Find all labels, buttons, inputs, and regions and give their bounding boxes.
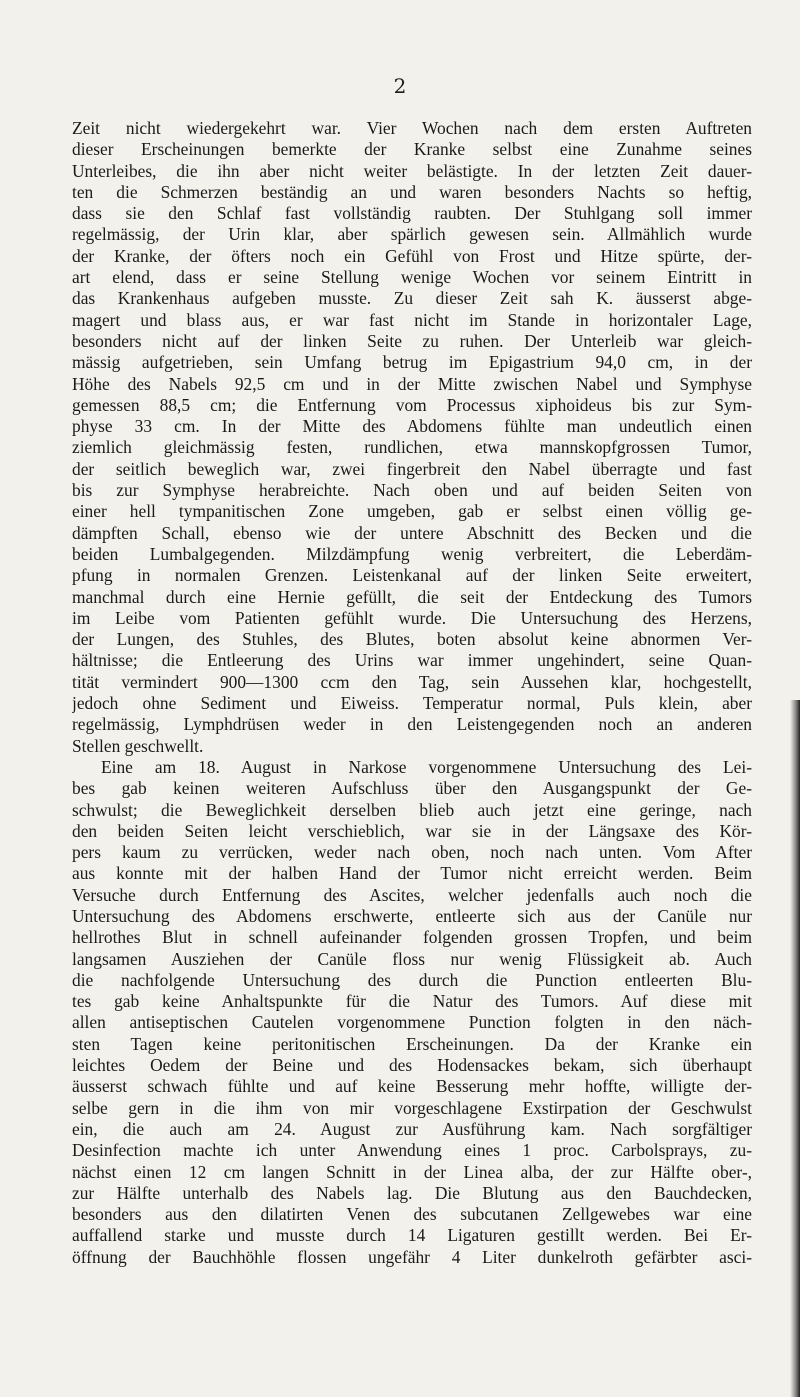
text-line: mässig aufgetrieben, sein Umfang betrug im Epigastrium 94,0 cm, in der bbox=[72, 352, 752, 373]
text-line: art elend, dass er seine Stellung wenige Wochen vor seinem Eintritt in bbox=[72, 267, 752, 288]
text-line: bes gab keinen weiteren Aufschluss über den Ausgangspunkt der Ge- bbox=[72, 778, 752, 799]
text-line: tität vermindert 900—1300 ccm den Tag, sein Aussehen klar, hochgestellt, bbox=[72, 671, 752, 692]
text-line: Versuche durch Entfernung des Ascites, welcher jedenfalls auch noch die bbox=[72, 884, 752, 905]
page-number: 2 bbox=[393, 74, 407, 98]
text-line: jedoch ohne Sediment und Eiweiss. Temperatur normal, Puls klein, aber bbox=[72, 693, 752, 714]
text-line: Untersuchung des Abdomens erschwerte, entleerte sich aus der Canüle nur bbox=[72, 905, 752, 926]
text-line: beiden Lumbalgegenden. Milzdämpfung wenig verbreitert, die Leberdäm- bbox=[72, 543, 752, 564]
text-line: ten die Schmerzen beständig an und waren besonders Nachts so heftig, bbox=[72, 181, 752, 202]
text-line: regelmässig, Lymphdrüsen weder in den Leistengegenden noch an anderen bbox=[72, 714, 752, 735]
text-line: dass sie den Schlaf fast vollständig raubten. Der Stuhlgang soll immer bbox=[72, 203, 752, 224]
text-line: im Leibe vom Patienten gefühlt wurde. Die Untersuchung des Herzens, bbox=[72, 607, 752, 628]
text-line: pfung in normalen Grenzen. Leistenkanal auf der linken Seite erweitert, bbox=[72, 565, 752, 586]
text-line: hältnisse; die Entleerung des Urins war immer ungehindert, seine Quan- bbox=[72, 650, 752, 671]
text-line: pers kaum zu verrücken, weder nach oben, noch nach unten. Vom After bbox=[72, 842, 752, 863]
text-line: dieser Erscheinungen bemerkte der Kranke selbst eine Zunahme seines bbox=[72, 139, 752, 160]
text-line: Zeit nicht wiedergekehrt war. Vier Wochen nach dem ersten Auftreten bbox=[72, 118, 752, 138]
text-line: äusserst schwach fühlte und auf keine Besserung mehr hoffte, willigte der- bbox=[72, 1076, 752, 1097]
text-line: selbe gern in die ihm von mir vorgeschlagene Exstirpation der Geschwulst bbox=[72, 1097, 752, 1118]
text-line: langsamen Ausziehen der Canüle floss nur wenig Flüssigkeit ab. Auch bbox=[72, 948, 752, 969]
text-line: physe 33 cm. In der Mitte des Abdomens fühlte man undeutlich einen bbox=[72, 416, 752, 437]
body-text bbox=[72, 118, 752, 1268]
text-line: einer hell tympanitischen Zone umgeben, gab er selbst einen völlig ge- bbox=[72, 501, 752, 522]
text-line: ziemlich gleichmässig festen, rundlichen, etwa mannskopfgrossen Tumor, bbox=[72, 437, 752, 458]
text-line: tes gab keine Anhaltspunkte für die Natur des Tumors. Auf diese mit bbox=[72, 991, 752, 1012]
text-line: dämpften Schall, ebenso wie der untere Abschnitt des Becken und die bbox=[72, 522, 752, 543]
text-line: Eine am 18. August in Narkose vorgenommene Untersuchung des Lei- bbox=[101, 756, 752, 777]
text-line: den beiden Seiten leicht verschieblich, war sie in der Längsaxe des Kör- bbox=[72, 820, 752, 841]
text-line: nächst einen 12 cm langen Schnitt in der Linea alba, der zur Hälfte ober-, bbox=[72, 1161, 752, 1182]
text-line: Unterleibes, die ihn aber nicht weiter belästigte. In der letzten Zeit dauer- bbox=[72, 160, 752, 181]
text-line: magert und blass aus, er war fast nicht im Stande in horizontaler Lage, bbox=[72, 309, 752, 330]
text-line: allen antiseptischen Cautelen vorgenommene Punction folgten in den näch- bbox=[72, 1012, 752, 1033]
text-line: die nachfolgende Untersuchung des durch die Punction entleerten Blu- bbox=[72, 969, 752, 990]
text-line: das Krankenhaus aufgeben musste. Zu dieser Zeit sah K. äusserst abge- bbox=[72, 288, 752, 309]
text-line: sten Tagen keine peritonitischen Erscheinungen. Da der Kranke ein bbox=[72, 1033, 752, 1054]
text-line: hellrothes Blut in schnell aufeinander folgenden grossen Tropfen, und beim bbox=[72, 927, 752, 948]
text-line: Höhe des Nabels 92,5 cm und in der Mitte zwischen Nabel und Symphyse bbox=[72, 373, 752, 394]
text-line: schwulst; die Beweglichkeit derselben blieb auch jetzt eine geringe, nach bbox=[72, 799, 752, 820]
text-line: gemessen 88,5 cm; die Entfernung vom Processus xiphoideus bis zur Sym- bbox=[72, 394, 752, 415]
text-line: leichtes Oedem der Beine und des Hodensackes bekam, sich überhaupt bbox=[72, 1055, 752, 1076]
text-line: bis zur Symphyse herabreichte. Nach oben und auf beiden Seiten von bbox=[72, 480, 752, 501]
text-line: manchmal durch eine Hernie gefüllt, die seit der Entdeckung des Tumors bbox=[72, 586, 752, 607]
text-line: aus konnte mit der halben Hand der Tumor nicht erreicht werden. Beim bbox=[72, 863, 752, 884]
text-line: der Lungen, des Stuhles, des Blutes, boten absolut keine abnormen Ver- bbox=[72, 629, 752, 650]
page-edge-shadow bbox=[790, 700, 800, 1397]
text-line: der Kranke, der öfters noch ein Gefühl von Frost und Hitze spürte, der- bbox=[72, 245, 752, 266]
text-line: öffnung der Bauchhöhle flossen ungefähr 4 Liter dunkelroth gefärbter asci- bbox=[72, 1246, 752, 1267]
text-line: regelmässig, der Urin klar, aber spärlich gewesen sein. Allmählich wurde bbox=[72, 224, 752, 245]
text-line: besonders aus den dilatirten Venen des subcutanen Zellgewebes war eine bbox=[72, 1204, 752, 1225]
text-line: Desinfection machte ich unter Anwendung eines 1 proc. Carbolsprays, zu- bbox=[72, 1140, 752, 1161]
text-line: besonders nicht auf der linken Seite zu ruhen. Der Unterleib war gleich- bbox=[72, 330, 752, 351]
text-line: zur Hälfte unterhalb des Nabels lag. Die Blutung aus den Bauchdecken, bbox=[72, 1182, 752, 1203]
text-line: ein, die auch am 24. August zur Ausführung kam. Nach sorgfältiger bbox=[72, 1118, 752, 1139]
text-line: der seitlich beweglich war, zwei fingerbreit den Nabel überragte und fast bbox=[72, 458, 752, 479]
text-line: Stellen geschwellt. bbox=[72, 735, 204, 756]
text-line: auffallend starke und musste durch 14 Ligaturen gestillt werden. Bei Er- bbox=[72, 1225, 752, 1246]
